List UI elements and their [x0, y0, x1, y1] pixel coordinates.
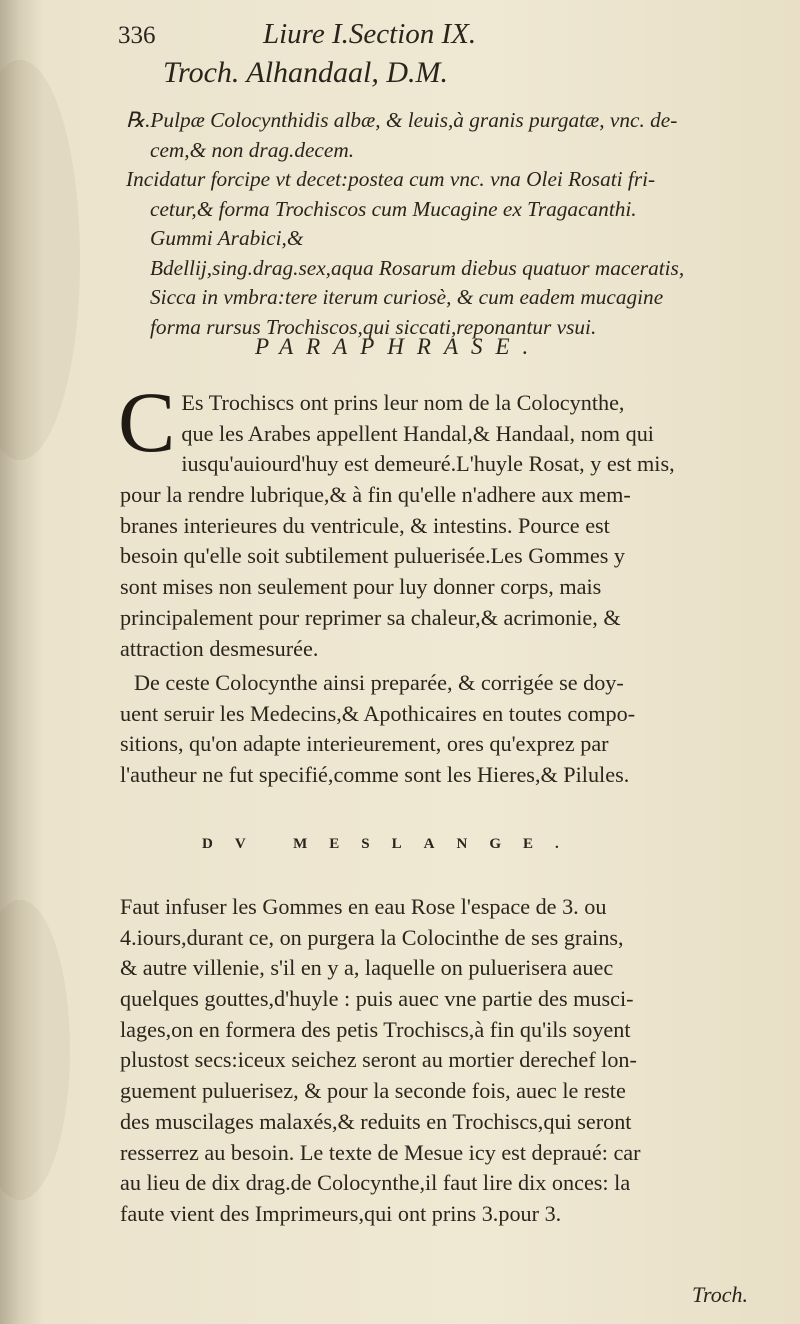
running-head	[118, 12, 740, 52]
paper-stain	[0, 60, 80, 460]
paragraph-3	[120, 892, 780, 1230]
text-line: & autre villenie, s'il en y a, laquelle on puluerisera auec	[120, 955, 614, 981]
text-line: quelques gouttes,d'huyle : puis auec vne partie des musci-	[120, 986, 634, 1012]
text-line: Es Trochiscs ont prins leur nom de la Colocynthe,	[181, 390, 625, 415]
text-line: plustost secs:iceux seichez seront au mortier derechef lon-	[120, 1047, 637, 1073]
text-line: faute vient des Imprimeurs,qui ont prins 3.pour 3.	[120, 1200, 562, 1226]
text-line: De ceste Colocynthe ainsi preparée, & corrigée se doy-	[134, 670, 624, 695]
paragraph-2	[120, 668, 780, 791]
text-line: resserrez au besoin. Le texte de Mesue icy est depraué: car	[120, 1139, 641, 1165]
paper-stain	[0, 900, 70, 1200]
text-line: que les Arabes appellent Handal,& Handaal, nom qui	[181, 420, 654, 446]
text-line: principalement pour reprimer sa chaleur,& acrimonie, &	[120, 604, 621, 630]
book-section-title: Liure I.Section IX.	[263, 18, 477, 50]
recipe-line: Incidatur forcipe vt decet:postea cum vnc. vna Olei Rosati fri-	[126, 167, 656, 191]
text-line: attraction desmesurée.	[120, 635, 319, 661]
text-line: lages,on en formera des petis Trochiscs,à fin qu'ils soyent	[120, 1016, 631, 1042]
drop-cap: C	[118, 374, 176, 470]
text-line: 4.iours,durant ce, on purgera la Colocinthe de ses grains,	[120, 924, 624, 950]
text-line: branes interieures du ventricule, & intestins. Pource est	[120, 512, 610, 538]
text-line: uent seruir les Medecins,& Apothicaires en toutes compo-	[120, 700, 636, 726]
recipe-line: ℞.Pulpæ Colocynthidis albæ, & leuis,à granis purgatæ, vnc. de-	[126, 108, 678, 132]
latin-recipe	[126, 106, 776, 342]
text-line: Faut infuser les Gommes en eau Rose l'espace de 3. ou	[120, 894, 607, 919]
paragraph-1	[118, 374, 780, 664]
text-line: iusqu'auiourd'huy est demeuré.L'huyle Rosat, y est mis,	[181, 451, 675, 477]
mixture-heading: DV MESLANGE.	[202, 836, 581, 852]
text-line: des muscilages malaxés,& reduits en Trochiscs,qui seront	[120, 1108, 632, 1134]
recipe-line: Gummi Arabici,&	[150, 226, 304, 250]
text-line: l'autheur ne fut specifié,comme sont les Hieres,& Pilules.	[120, 762, 630, 788]
recipe-line: cetur,& forma Trochiscos cum Mucagine ex Tragacanthi.	[150, 196, 637, 221]
paraphrase-heading: PARAPHRASE.	[255, 334, 542, 359]
recipe-line: forma rursus Trochiscos,qui siccati,reponantur vsui.	[150, 314, 597, 339]
recipe-title: Troch. Alhandaal, D.M.	[163, 56, 449, 89]
recipe-line: Sicca in vmbra:tere iterum curiosè, & cum eadem mucagine	[150, 285, 664, 309]
text-line: pour la rendre lubrique,& à fin qu'elle n'adhere aux mem-	[120, 482, 631, 508]
recipe-line: Bdellij,sing.drag.sex,aqua Rosarum diebus quatuor maceratis,	[150, 255, 685, 280]
text-line: sitions, qu'on adapte interieurement, ores qu'exprez par	[120, 731, 609, 757]
text-line: sont mises non seulement pour luy donner corps, mais	[120, 574, 602, 600]
text-line: guement puluerisez, & pour la seconde fois, auec le reste	[120, 1078, 626, 1104]
recipe-line: cem,& non drag.decem.	[150, 137, 355, 162]
text-line: besoin qu'elle soit subtilement puluerisée.Les Gommes y	[120, 543, 625, 569]
page-number: 336	[118, 22, 156, 49]
catchword: Troch.	[691, 1282, 748, 1307]
text-line: au lieu de dix drag.de Colocynthe,il faut lire dix onces: la	[120, 1170, 631, 1196]
